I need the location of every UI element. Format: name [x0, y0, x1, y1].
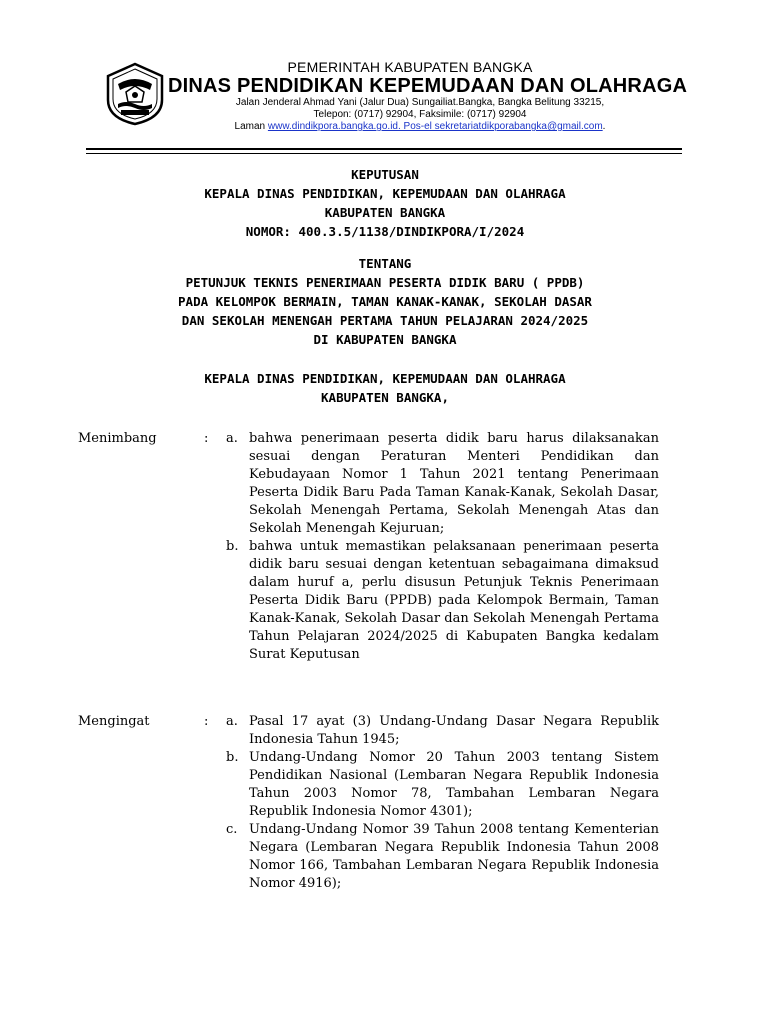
recalling-section: [78, 713, 682, 893]
letterhead: [0, 56, 768, 132]
item-letter: a.: [226, 431, 238, 446]
subject-line-1: PETUNJUK TEKNIS PENERIMAAN PESERTA DIDIK BARU ( PPDB): [185, 275, 585, 290]
decree-issuer: KEPALA DINAS PENDIDIKAN, KEPEMUDAAN DAN OLAHRAGA: [204, 186, 566, 201]
item-text: bahwa penerimaan peserta didik baru harus dilaksanakan sesuai dengan Peraturan Menteri Pendidikan dan Kebudayaan Nomor 1 Tahun 2021 tentang Penerimaan Peserta Didik Baru Pada Taman Kanak-Kanak, Sekolah Dasar, Sekolah Menengah Pertama, Sekolah Menengah Atas dan Sekolah Menengah Kejuruan;: [249, 431, 659, 536]
official-line-1: KEPALA DINAS PENDIDIKAN, KEPEMUDAAN DAN OLAHRAGA: [204, 371, 566, 386]
item-letter: b.: [226, 539, 239, 554]
decree-region: KABUPATEN BANGKA: [324, 205, 446, 220]
government-name: PEMERINTAH KABUPATEN BANGKA: [287, 59, 533, 75]
official-line-2: KABUPATEN BANGKA,: [321, 390, 449, 405]
agency-phone: Telepon: (0717) 92904, Faksimile: (0717) 92904: [313, 109, 527, 120]
agency-name: DINAS PENDIDIKAN KEPEMUDAAN DAN OLAHRAGA: [168, 75, 688, 97]
recalling-label: Mengingat: [78, 714, 150, 729]
subject-line-2: PADA KELOMPOK BERMAIN, TAMAN KANAK-KANAK, SEKOLAH DASAR: [178, 294, 592, 309]
considering-item: [226, 430, 659, 538]
website-email-link[interactable]: www.dindikpora.bangka.go.id. Pos-el sekretariatdikporabangka@gmail.com: [267, 121, 603, 132]
agency-address: Jalan Jenderal Ahmad Yani (Jalur Dua) Sungailiat.Bangka, Bangka Belitung 33215,: [235, 97, 605, 108]
subject-label: TENTANG: [358, 256, 412, 271]
considering-label: Menimbang: [78, 431, 157, 446]
considering-item: [226, 538, 659, 664]
web-prefix: Laman: [234, 121, 268, 132]
item-letter: c.: [226, 822, 238, 837]
official-title: [90, 369, 680, 407]
recalling-item: [226, 749, 659, 821]
item-text: Pasal 17 ayat (3) Undang-Undang Dasar Negara Republik Indonesia Tahun 1945;: [249, 714, 659, 747]
recalling-colon: :: [204, 714, 209, 729]
considering-section: [78, 430, 682, 664]
letterhead-divider-thick: [86, 148, 682, 150]
considering-colon: :: [204, 431, 209, 446]
decree-heading: [90, 165, 680, 241]
item-text: bahwa untuk memastikan pelaksanaan penerimaan peserta didik baru sesuai dengan ketentuan sebagaimana dimaksud dalam huruf a, perlu disusun Petunjuk Teknis Penerimaan Peserta Didik Baru (PPDB) pada Kelompok Bermain, Taman Kanak-Kanak, Sekolah Dasar dan Sekolah Menengah Pertama Tahun Pelajaran 2024/2025 di Kabupaten Bangka kedalam Surat Keputusan: [249, 539, 659, 662]
item-letter: a.: [226, 714, 238, 729]
web-suffix: .: [602, 121, 606, 132]
subject-line-4: DI KABUPATEN BANGKA: [313, 332, 457, 347]
item-letter: b.: [226, 750, 239, 765]
recalling-item: [226, 713, 659, 749]
recalling-item: [226, 821, 659, 893]
decree-subject: [90, 254, 680, 349]
letterhead-divider-thin: [86, 153, 682, 154]
item-text: Undang-Undang Nomor 20 Tahun 2003 tentang Sistem Pendidikan Nasional (Lembaran Negara Republik Indonesia Tahun 2003 Nomor 78, Tambahan Lembaran Negara Republik Indonesia Nomor 4301);: [249, 750, 659, 819]
decree-title: KEPUTUSAN: [351, 167, 419, 182]
subject-line-3: DAN SEKOLAH MENENGAH PERTAMA TAHUN PELAJARAN 2024/2025: [181, 313, 589, 328]
agency-web-line: [160, 121, 680, 132]
item-text: Undang-Undang Nomor 39 Tahun 2008 tentang Kementerian Negara (Lembaran Negara Republik Indonesia Tahun 2008 Nomor 166, Tambahan Lembaran Negara Republik Indonesia Nomor 4916);: [249, 822, 659, 891]
decree-number: NOMOR: 400.3.5/1138/DINDIKPORA/I/2024: [245, 224, 525, 239]
regency-crest-logo: [104, 62, 166, 126]
